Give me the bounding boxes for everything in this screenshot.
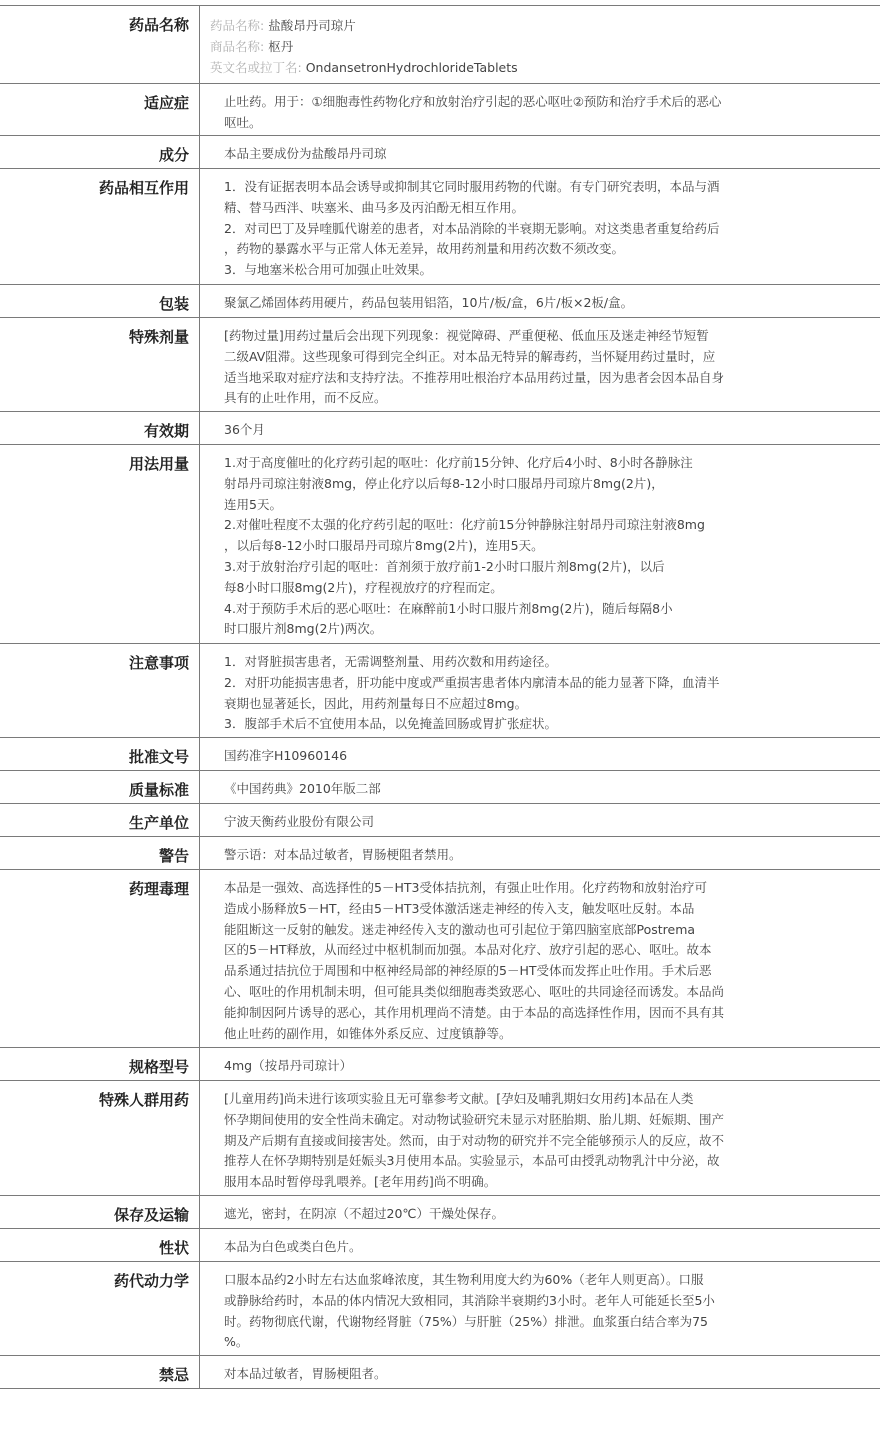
text-line: 1．对肾脏损害患者，无需调整剂量、用药次数和用药途径。 [224,654,557,669]
field-value [200,1196,880,1228]
field-value [200,1356,880,1388]
text-line: 心、呕吐的作用机制未明，但可能具类似细胞毒类致恶心、呕吐的共同途径而诱发。本品尚 [224,983,725,999]
text-line: 时。药物彻底代谢，代谢物经肾脏（75%）与肝脏（25%）排泄。血浆蛋白结合率为75 [224,1313,708,1329]
field-label: 药品相互作用 [0,169,200,284]
text-line: 呕吐。 [224,114,262,130]
field-label: 成分 [0,136,200,168]
name-value: OndansetronHydrochlorideTablets [305,59,518,75]
text-line: 3.对于放射治疗引起的呕吐：首剂须于放疗前1-2小时口服片剂8mg(2片)，以后 [224,558,665,574]
field-label: 特殊剂量 [0,318,200,411]
table-row [0,1048,880,1081]
field-label: 生产单位 [0,804,200,836]
text-line: 推荐人在怀孕期特别是妊娠头3月使用本品。实验显示，本品可由授乳动物乳汁中分泌，故 [224,1153,720,1169]
field-label: 包装 [0,285,200,317]
text-line: 1．没有证据表明本品会诱导或抑制其它同时服用药物的代谢。有专门研究表明，本品与酒 [224,179,720,194]
table-row [0,318,880,412]
text-line: 本品是一强效、高选择性的5－HT3受体拮抗剂，有强止吐作用。化疗药物和放射治疗可 [224,880,707,895]
field-value [200,804,880,836]
table-row [0,1356,880,1389]
text-line: 射昂丹司琼注射液8mg，停止化疗以后每8-12小时口服昂丹司琼片8mg(2片)， [224,475,664,491]
name-line [210,16,880,37]
text-line: 遮光，密封，在阴凉（不超过20℃）干燥处保存。 [224,1206,504,1221]
text-line: 怀孕期间使用的安全性尚未确定。对动物试验研究未显示对胚胎期、胎儿期、妊娠期、围产 [224,1111,725,1127]
table-row [0,804,880,837]
table-row [0,6,880,84]
text-line: 4mg（按昂丹司琼计） [224,1058,353,1073]
table-row [0,1262,880,1356]
text-line: ，药物的暴露水平与正常人体无差异，故用药剂量和用药次数不须改变。 [224,241,625,257]
field-value [200,136,880,168]
text-line: 时口服片剂8mg(2片)两次。 [224,621,383,637]
field-label: 批准文号 [0,738,200,770]
text-line: 期及产后期有直接或间接害处。然而，由于对动物的研究并不完全能够预示人的反应，故不 [224,1132,725,1148]
table-row [0,1229,880,1262]
text-line: [药物过量]用药过量后会出现下列现象：视觉障碍、严重便秘、低血压及迷走神经节短暂 [224,328,709,343]
text-line: 能抑制因阿片诱导的恶心，其作用机理尚不清楚。由于本品的高选择性作用，因而不具有其 [224,1004,725,1020]
field-label: 注意事项 [0,644,200,737]
table-row [0,644,880,738]
field-label: 禁忌 [0,1356,200,1388]
text-line: 警示语：对本品过敏者，胃肠梗阻者禁用。 [224,847,462,862]
table-row [0,84,880,136]
field-value [200,285,880,317]
field-label: 保存及运输 [0,1196,200,1228]
text-line: 2.对催吐程度不太强的化疗药引起的呕吐：化疗前15分钟静脉注射昂丹司琼注射液8mg [224,517,705,533]
field-value [200,1048,880,1080]
field-value [200,84,880,135]
table-row [0,738,880,771]
table-row [0,1081,880,1196]
field-value [200,445,880,643]
name-key: 药品名称: [210,18,265,33]
text-line: 对本品过敏者，胃肠梗阻者。 [224,1366,387,1381]
field-value [200,1262,880,1355]
field-value [200,6,880,83]
text-line: 本品为白色或类白色片。 [224,1239,362,1254]
field-label: 用法用量 [0,445,200,643]
table-row [0,1196,880,1229]
table-row [0,445,880,644]
text-line: 3．腹部手术后不宜使用本品，以免掩盖回肠或胃扩张症状。 [224,716,557,732]
text-line: ，以后每8-12小时口服昂丹司琼片8mg(2片)，连用5天。 [224,538,544,554]
text-line: %。 [224,1334,249,1350]
table-row [0,771,880,804]
field-label: 有效期 [0,412,200,444]
field-label: 质量标准 [0,771,200,803]
table-row [0,285,880,318]
field-label: 适应症 [0,84,200,135]
name-value: 枢丹 [268,38,294,54]
name-line [210,37,880,58]
text-line: 或静脉给药时，本品的体内情况大致相同，其消除半衰期约3小时。老年人可能延长至5小 [224,1292,715,1308]
text-line: 2．对肝功能损害患者，肝功能中度或严重损害患者体内廓清本品的能力显著下降，血清半 [224,674,720,690]
text-line: 4.对于预防手术后的恶心呕吐：在麻醉前1小时口服片剂8mg(2片)，随后每隔8小 [224,600,673,616]
name-key: 商品名称: [210,38,265,54]
field-value [200,771,880,803]
text-line: 止吐药。用于：①细胞毒性药物化疗和放射治疗引起的恶心呕吐②预防和治疗手术后的恶心 [224,94,722,109]
text-line: 宁波天衡药业股份有限公司 [224,814,375,829]
table-row [0,837,880,870]
field-value [200,870,880,1047]
text-line: 《中国药典》2010年版二部 [224,781,381,796]
text-line: 他止吐药的副作用，如锥体外系反应、过度镇静等。 [224,1025,512,1041]
text-line: 能阻断这一反射的触发。迷走神经传入支的激动也可引起位于第四脑室底部Postrema [224,921,696,937]
field-label: 药代动力学 [0,1262,200,1355]
field-value [200,738,880,770]
text-line: 本品主要成份为盐酸昂丹司琼 [224,146,387,161]
text-line: 服用本品时暂停母乳喂养。[老年用药]尚不明确。 [224,1174,497,1190]
field-label: 特殊人群用药 [0,1081,200,1195]
text-line: 每8小时口服8mg(2片)，疗程视放疗的疗程而定。 [224,579,503,595]
field-value [200,837,880,869]
drug-info-table [0,5,880,1389]
field-value [200,169,880,284]
text-line: 衰期也显著延长，因此，用药剂量每日不应超过8mg。 [224,695,528,711]
name-value: 盐酸昂丹司琼片 [268,18,356,33]
text-line: 精、替马西泮、呋塞米、曲马多及丙泊酚无相互作用。 [224,199,525,215]
text-line: 造成小肠释放5－HT，经由5－HT3受体激活迷走神经的传入支，触发呕吐反射。本品 [224,900,695,916]
text-line: [儿童用药]尚未进行该项实验且无可靠参考文献。[孕妇及哺乳期妇女用药]本品在人类 [224,1091,694,1106]
text-line: 聚氯乙烯固体药用硬片，药品包装用铝箔，10片/板/盒，6片/板×2板/盒。 [224,295,634,310]
text-line: 2．对司巴丁及异喹胍代谢差的患者，对本品消除的半衰期无影响。对这类患者重复给药后 [224,220,720,236]
text-line: 连用5天。 [224,496,282,512]
field-value [200,644,880,737]
field-value [200,1081,880,1195]
field-value [200,318,880,411]
table-row [0,136,880,169]
field-label: 警告 [0,837,200,869]
text-line: 3．与地塞米松合用可加强止吐效果。 [224,262,432,278]
field-value [200,412,880,444]
table-row [0,169,880,285]
text-line: 适当地采取对症疗法和支持疗法。不推荐用吐根治疗本品用药过量，因为患者会因本品自身 [224,369,725,385]
field-label: 药理毒理 [0,870,200,1047]
text-line: 具有的止吐作用，而不反应。 [224,390,387,406]
text-line: 36个月 [224,422,265,437]
text-line: 国药准字H10960146 [224,748,348,763]
text-line: 品系通过拮抗位于周围和中枢神经局部的神经原的5－HT受体而发挥止吐作用。手术后恶 [224,963,712,979]
table-row [0,870,880,1048]
text-line: 口服本品约2小时左右达血浆峰浓度，其生物利用度大约为60%（老年人则更高）。口服 [224,1272,704,1287]
table-row [0,412,880,445]
field-label: 药品名称 [0,6,200,83]
name-line [210,58,880,79]
text-line: 1.对于高度催吐的化疗药引起的呕吐：化疗前15分钟、化疗后4小时、8小时各静脉注 [224,455,693,470]
name-key: 英文名或拉丁名: [210,59,302,75]
text-line: 二级AV阻滞。这些现象可得到完全纠正。对本品无特异的解毒药，当怀疑用药过量时，应 [224,348,716,364]
field-label: 规格型号 [0,1048,200,1080]
text-line: 区的5－HT释放，从而经过中枢机制而加强。本品对化疗、放疗引起的恶心、呕吐。故本 [224,942,712,958]
field-label: 性状 [0,1229,200,1261]
field-value [200,1229,880,1261]
